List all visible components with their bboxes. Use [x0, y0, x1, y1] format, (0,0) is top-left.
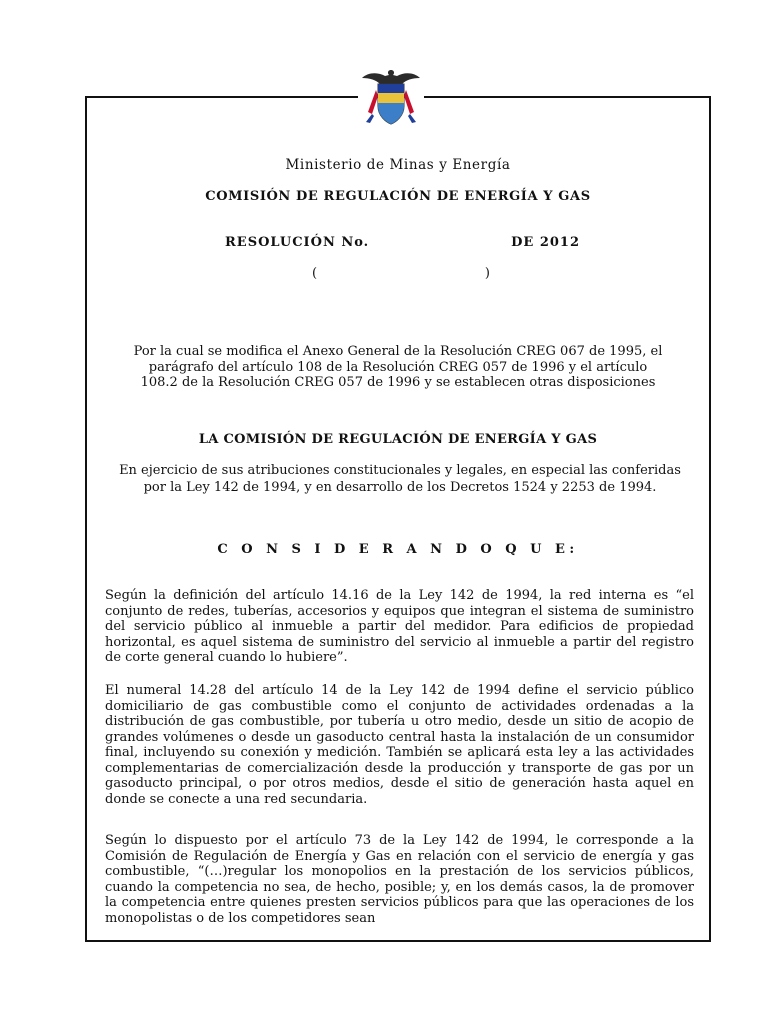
- paren-open: (: [312, 266, 318, 281]
- resolution-date-placeholder: [312, 266, 490, 281]
- document-frame: [85, 96, 711, 942]
- resolution-summary: Por la cual se modifica el Anexo General de la Resolución CREG 067 de 1995, el parágrafo del artículo 108 de la Resolución CREG 057 de 1996 y el artículo 108.2 de la Resolución CREG 057 de 1996 y se establecen otras disposiciones: [133, 344, 663, 390]
- paragraph-1: Según la definición del artículo 14.16 de la Ley 142 de 1994, la red interna es “el conjunto de redes, tuberías, accesorios y equipos que integran el sistema de suministro del servicio público al inmueble a partir del medidor. Para edificios de propiedad horizontal, es aquel sistema de suministro del servicio al inmueble a partir del registro de corte general cuando lo hubiere”.: [105, 588, 694, 665]
- resolution-year: DE 2012: [511, 235, 580, 250]
- commission-name: COMISIÓN DE REGULACIÓN DE ENERGÍA Y GAS: [205, 189, 591, 204]
- attributions-text: En ejercicio de sus atribuciones constitucionales y legales, en especial las conferidas por la Ley 142 de 1994, y en desarrollo de los Decretos 1524 y 2253 de 1994.: [119, 463, 681, 495]
- authority-heading: LA COMISIÓN DE REGULACIÓN DE ENERGÍA Y GAS: [198, 432, 598, 447]
- coat-of-arms-icon: [358, 66, 424, 132]
- considering-heading: C O N S I D E R A N D O Q U E:: [217, 542, 579, 557]
- paragraph-3: Según lo dispuesto por el artículo 73 de la Ley 142 de 1994, le corresponde a la Comisión de Regulación de Energía y Gas en relación con el servicio de energía y gas combustible, “(…)regular los monopolios en la prestación de los servicios públicos, cuando la competencia no sea, de hecho, posible; y, en los demás casos, la de promover la competencia entre quienes presten servicios públicos para que las operaciones de los monopolistas o de los competidores sean: [105, 833, 694, 926]
- paren-close: ): [484, 266, 490, 281]
- resolution-number-line: [225, 235, 580, 250]
- resolution-label: RESOLUCIÓN No.: [225, 235, 370, 250]
- ministry-name: Ministerio de Minas y Energía: [285, 157, 511, 173]
- paragraph-2: El numeral 14.28 del artículo 14 de la Ley 142 de 1994 define el servicio público domiciliario de gas combustible como el conjunto de actividades ordenadas a la distribución de gas combustible, por tubería u otro medio, desde un sitio de acopio de grandes volúmenes o desde un gasoducto central hasta la instalación de un consumidor final, incluyendo su conexión y medición. También se aplicará esta ley a las actividades complementarias de comercialización desde la producción y transporte de gas por un gasoducto principal, o por otros medios, desde el sitio de generación hasta aquel en donde se conecte a una red secundaria.: [105, 683, 694, 807]
